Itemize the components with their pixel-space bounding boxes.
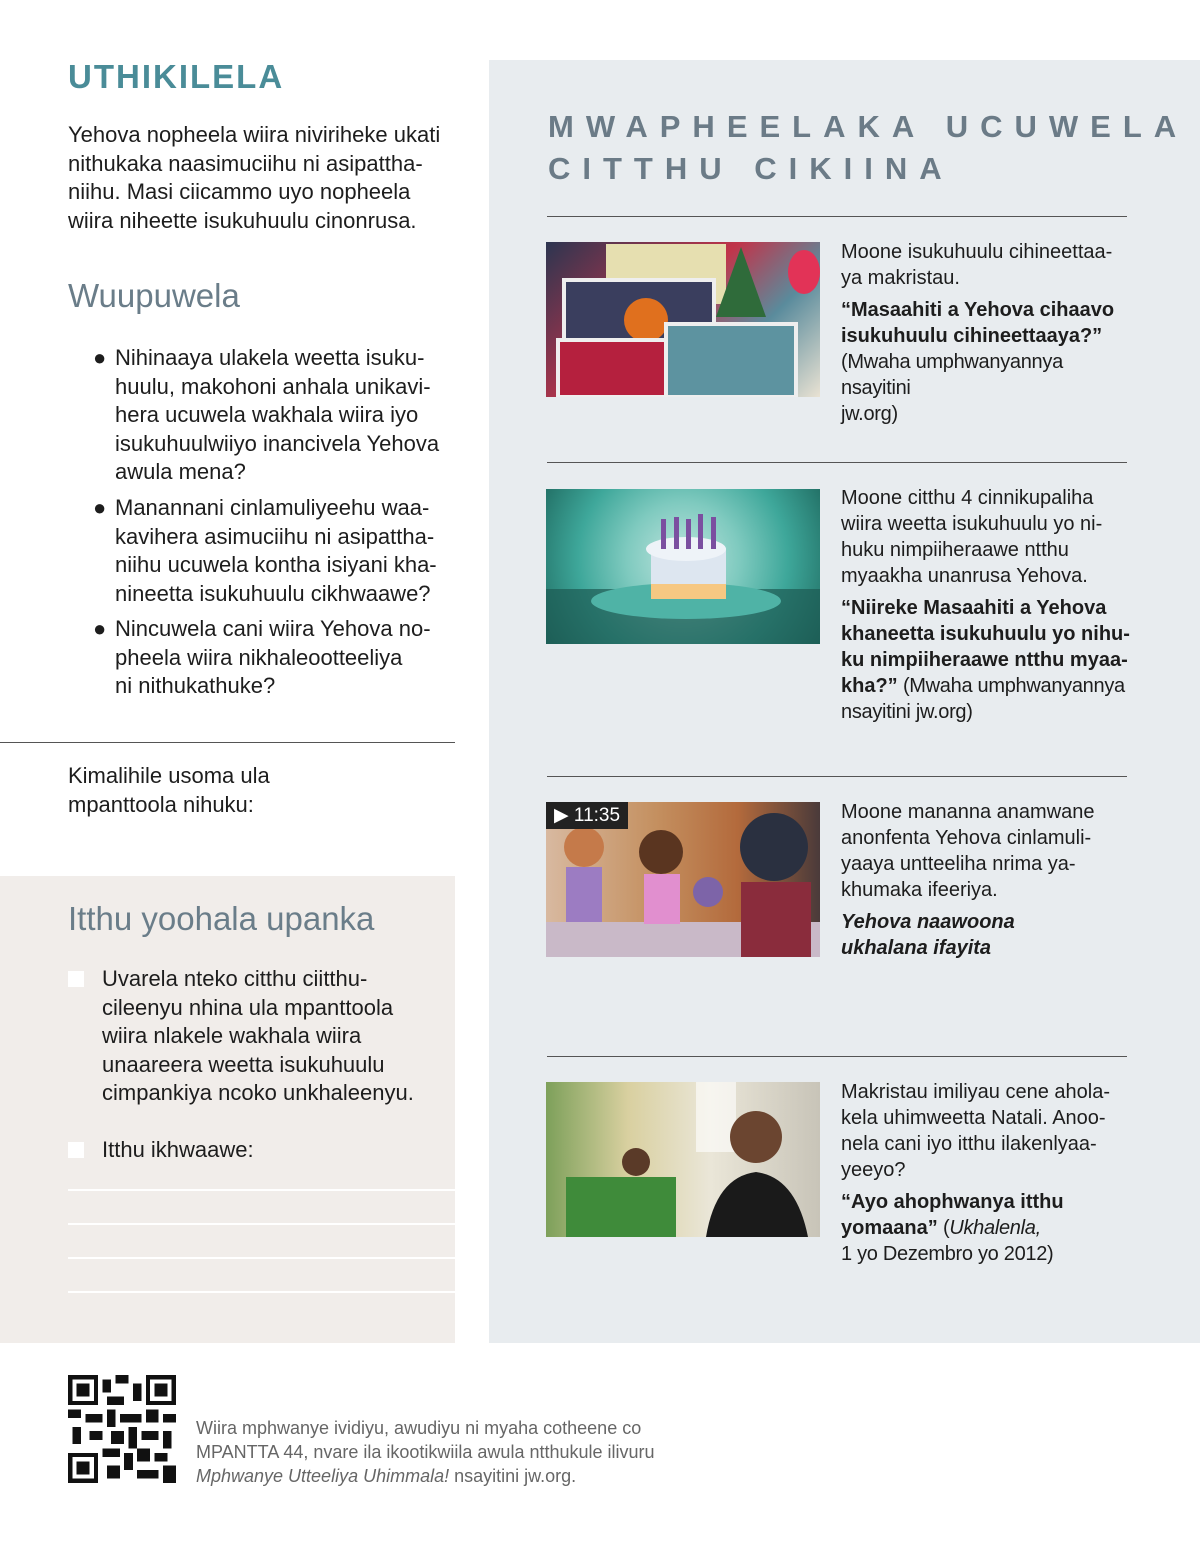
writing-line[interactable] xyxy=(68,1291,456,1293)
video-duration-badge: ▶ 11:35 xyxy=(546,802,628,829)
list-item: ● Manannani cinlamuliyeehu waa- kavihera asimuciihu ni asipattha- niihu ucuwela kontha isiyani kha- nineetta isukuhuulu cikhwaawe? xyxy=(93,495,437,606)
article-text: Moone citthu 4 cinnikupaliha wiira weetta isukuhuulu yo ni- huku nimpiiheraawe ntthu myaakha unanrusa Yehova. “Niireke Masaahiti a Yehova khaneetta isukuhuulu yo nihu- ku nimpiiheraawe ntthu myaa- kha?” (Mwaha umphwanyannya nsayitini jw.org) xyxy=(841,487,1130,723)
goals-box xyxy=(0,876,455,1343)
divider xyxy=(547,776,1127,777)
footer-text: Wiira mphwanye ividiyu, awudiyu ni myaha cotheene co MPANTTA 44, nvare ila ikootikwiila awula ntthukule ilivuru Mphwanye Utteeliya Uhimmala! nsayitini jw.org. xyxy=(196,1418,655,1486)
bullet-icon: ● xyxy=(93,345,107,370)
writing-line[interactable] xyxy=(68,1257,456,1259)
article-text: Moone mananna anamwane anonfenta Yehova cinlamuli- yaaya untteeliha nrima ya- khumaka ifeeriya. Yehova naawoona ukhalana ifayita xyxy=(841,801,1095,959)
book-title: Mphwanye Utteeliya Uhimmala! xyxy=(196,1466,450,1486)
video-thumbnail[interactable] xyxy=(546,802,820,957)
divider xyxy=(547,1056,1127,1057)
article-link[interactable]: “Ayo ahophwanya itthu yomaana” xyxy=(841,1191,1064,1239)
intro-text: Yehova nopheela wiira niviriheke ukati nithukaka naasimuciihu ni asipattha- niihu. Masi ciicammo uyo nopheela wiira niheette isukuhuulu cinonrusa. xyxy=(68,122,441,233)
video-link[interactable]: Yehova naawoona ukhalana ifayita xyxy=(841,911,1015,959)
holiday-cards-illustration xyxy=(546,242,820,397)
divider xyxy=(547,462,1127,463)
goal-text: Uvarela nteko citthu ciitthu- cileenyu nhina ula mpanttoola wiira nlakele wakhala wiira unaareera weetta isukuhuulu cimpankiya ncoko unkhaleenyu. xyxy=(102,966,414,1105)
article-link[interactable]: “Niireke Masaahiti a Yehova khaneetta isukuhuulu yo nihu- ku nimpiiheraawe ntthu myaa- kha?” xyxy=(841,597,1130,697)
article-text: Moone isukuhuulu cihineettaa- ya makristau. “Masaahiti a Yehova cihaavo isukuhuulu cihineettaaya?” (Mwaha umphwanyannya nsayitini jw.org) xyxy=(841,241,1115,425)
page-title: UTHIKILELA xyxy=(68,58,285,95)
completion-date-label: Kimalihile usoma ula mpanttoola nihuku: xyxy=(68,763,270,817)
panel-heading: MWAPHEELAKA UCUWELA CITTHU CIKIINA xyxy=(548,109,1189,186)
article-text: Makristau imiliyau cene ahola- kela uhimweetta Natali. Anoo- nela cani iyo itthu ilakenlyaa- yeeyo? “Ayo ahophwanya itthu yomaana” (Ukhalenla, 1 yo Dezembro yo 2012) xyxy=(841,1081,1111,1265)
writing-line[interactable] xyxy=(68,1223,456,1225)
birthday-cake-image[interactable] xyxy=(546,489,820,644)
other-goal-label: Itthu ikhwaawe: xyxy=(102,1137,254,1162)
list-item: ● Nihinaaya ulakela weetta isuku- huulu, makohoni anhala unikavi- hera ucuwela wakhala wiira iyo isukuhuulwiiyo inancivela Yehova awula mena? xyxy=(93,345,440,484)
list-item: ● Nincuwela cani wiira Yehova no- pheela wiira nikhaleootteeliya ni nithukathuke? xyxy=(93,616,431,698)
play-icon: ▶ xyxy=(554,805,569,826)
holidays-image[interactable] xyxy=(546,242,820,397)
bullet-icon: ● xyxy=(93,495,107,520)
divider xyxy=(547,216,1127,217)
woman-portrait-photo xyxy=(546,1082,820,1237)
birthday-cake-illustration xyxy=(546,489,820,644)
natali-article-image[interactable] xyxy=(546,1082,820,1237)
article-link[interactable]: “Masaahiti a Yehova cihaavo isukuhuulu cihineettaaya?” xyxy=(841,299,1115,347)
qr-code[interactable] xyxy=(67,1375,177,1483)
other-goal-checkbox[interactable] xyxy=(68,1142,84,1158)
writing-line[interactable] xyxy=(68,1189,456,1191)
remember-heading: Wuupuwela xyxy=(68,277,240,314)
goal-checkbox[interactable] xyxy=(68,971,84,987)
divider xyxy=(0,742,455,743)
bullet-icon: ● xyxy=(93,616,107,641)
goals-heading: Itthu yoohala upanka xyxy=(68,900,375,937)
